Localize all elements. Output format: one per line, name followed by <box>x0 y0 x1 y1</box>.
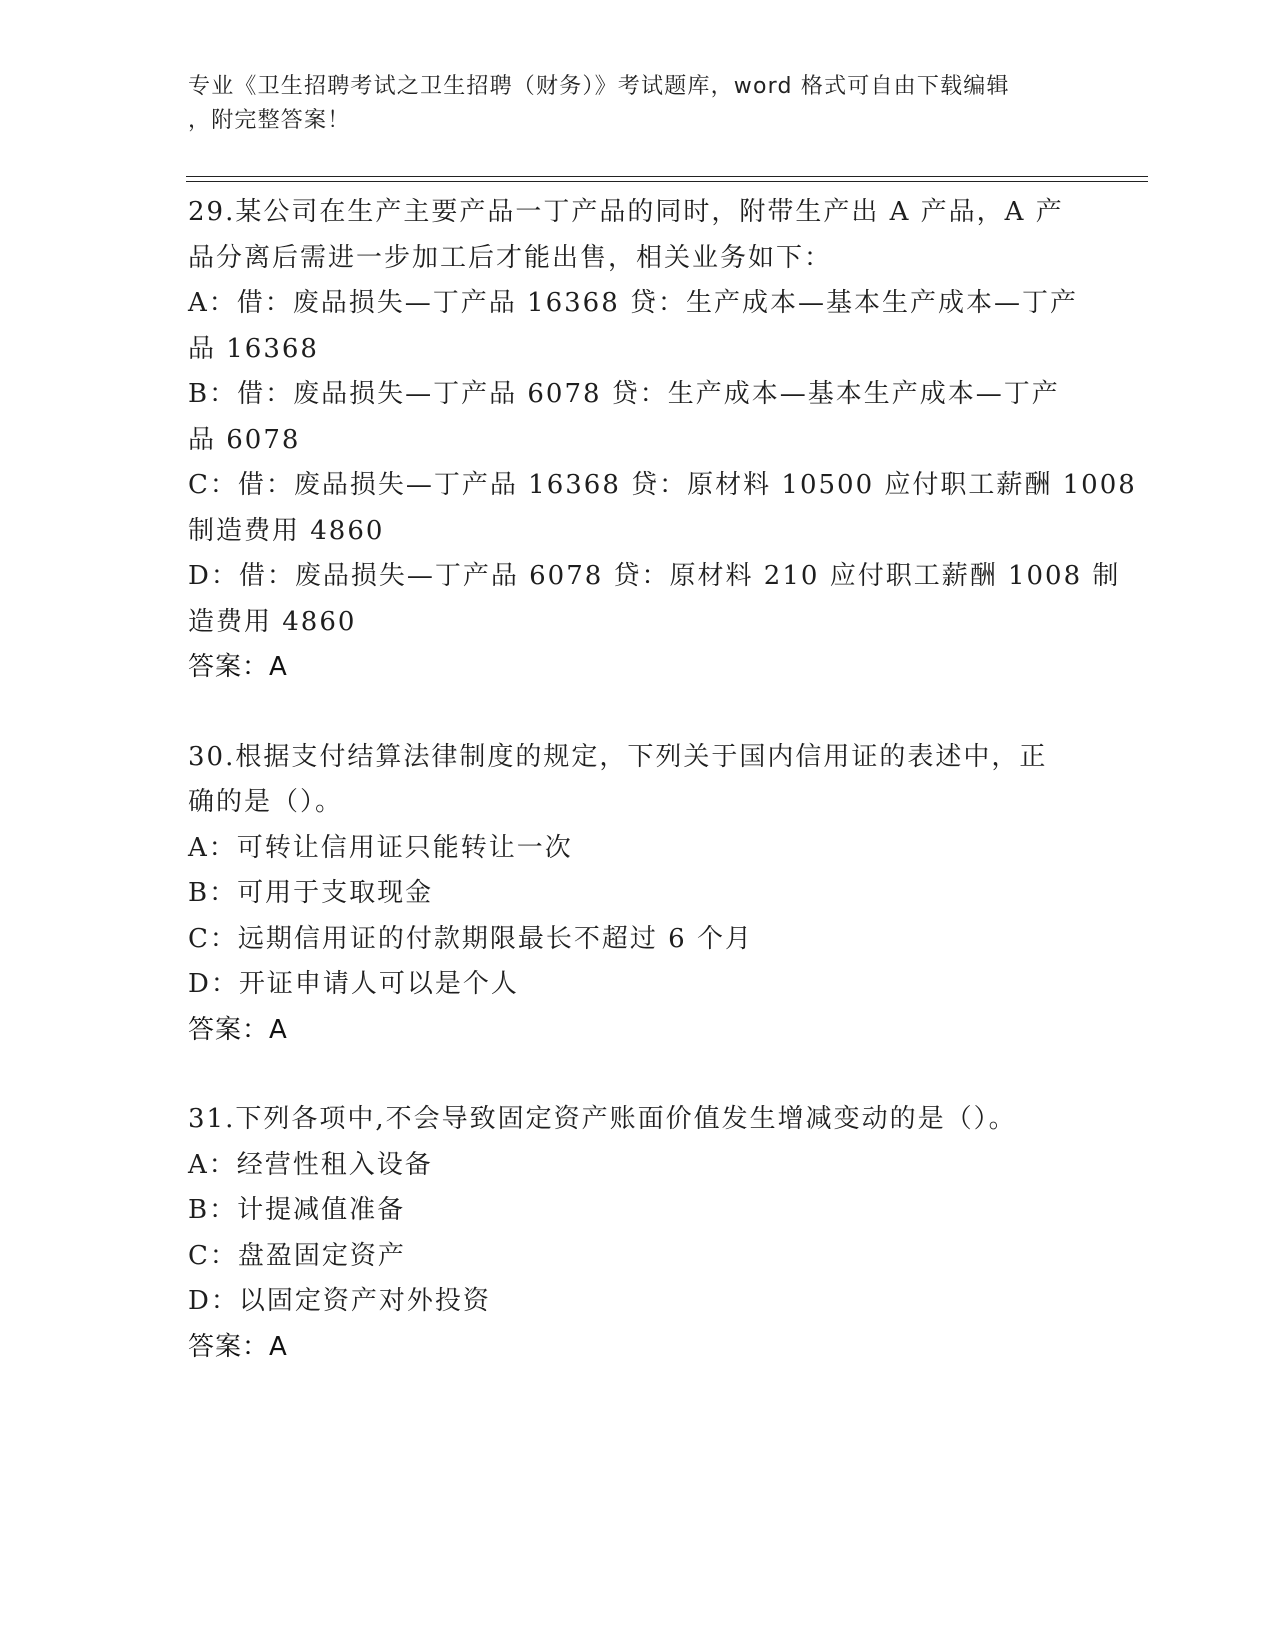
page-header <box>188 70 1088 138</box>
header-divider-top <box>186 176 1148 177</box>
question-list <box>188 190 1137 1414</box>
question-30 <box>188 735 1088 1054</box>
answer-label: 答案：A <box>188 652 288 682</box>
option-c: C：远期信用证的付款期限最长不超过 6 个月 <box>188 923 753 954</box>
question-stem-line: 品分离后需进一步加工后才能出售，相关业务如下： <box>188 242 833 273</box>
option-b: B：可用于支取现金 <box>188 878 434 908</box>
header-line-2: ，附完整答案！ <box>188 108 351 133</box>
question-stem-line: 31.下列各项中,不会导致固定资产账面价值发生增减变动的是（）。 <box>188 1104 1017 1134</box>
option-c: C：借：废品损失—丁产品 16368 贷：原材料 10500 应付职工薪酬 1008 <box>188 470 1137 500</box>
option-c: C：盘盈固定资产 <box>188 1240 406 1271</box>
option-a: A：经营性租入设备 <box>188 1149 433 1180</box>
option-d: D：以固定资产对外投资 <box>188 1286 491 1316</box>
question-31 <box>188 1097 1088 1370</box>
question-stem-line: 29.某公司在生产主要产品一丁产品的同时，附带生产出 A 产品，A 产 <box>188 197 1064 227</box>
option-d-continued: 造费用 4860 <box>188 606 357 637</box>
question-stem-line: 30.根据支付结算法律制度的规定，下列关于国内信用证的表述中，正 <box>188 741 1048 772</box>
header-divider-bottom <box>186 181 1148 182</box>
header-line-1: 专业《卫生招聘考试之卫生招聘（财务）》考试题库，word 格式可自由下载编辑 <box>188 74 1010 99</box>
option-d: D：借：废品损失—丁产品 6078 贷：原材料 210 应付职工薪酬 1008 制 <box>188 561 1121 591</box>
option-a-continued: 品 16368 <box>188 333 319 364</box>
option-a: A：借：废品损失—丁产品 16368 贷：生产成本—基本生产成本—丁产 <box>188 288 1079 318</box>
answer-label: 答案：A <box>188 1014 288 1045</box>
question-29 <box>188 190 1137 691</box>
option-b: B：计提减值准备 <box>188 1195 406 1225</box>
option-c-continued: 制造费用 4860 <box>188 515 385 546</box>
answer-label: 答案：A <box>188 1331 288 1362</box>
option-a: A：可转让信用证只能转让一次 <box>188 832 573 863</box>
option-b: B：借：废品损失—丁产品 6078 贷：生产成本—基本生产成本—丁产 <box>188 379 1060 409</box>
option-d: D：开证申请人可以是个人 <box>188 969 519 999</box>
question-stem-line: 确的是（）。 <box>188 787 344 817</box>
option-b-continued: 品 6078 <box>188 424 301 455</box>
